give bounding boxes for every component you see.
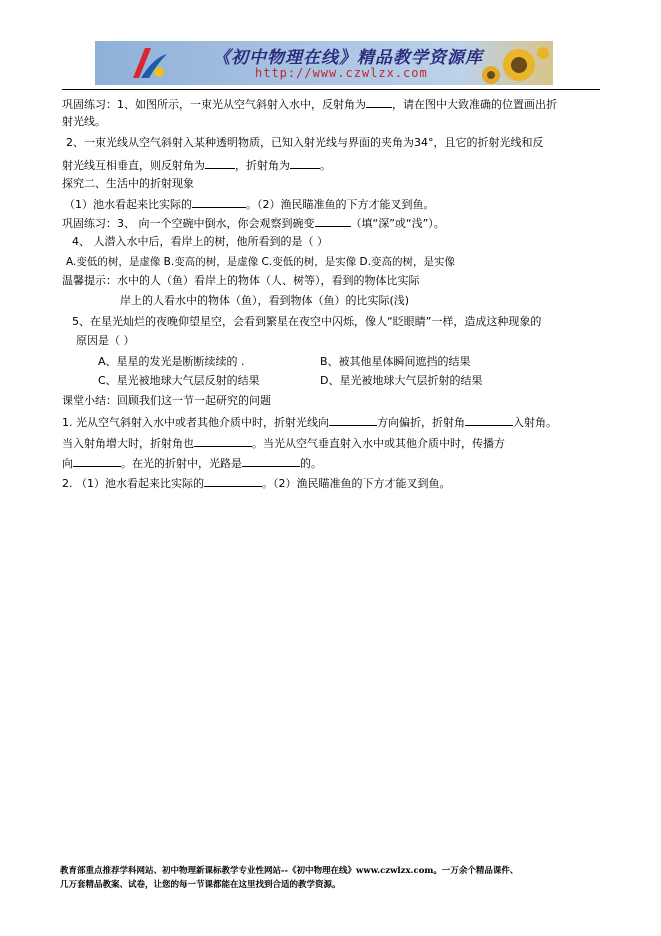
text-line: 原因是（ ） [76, 334, 135, 347]
site-logo [123, 44, 171, 82]
text-line: （1）池水看起来比实际的 。（2）渔民瞄准鱼的下方才能叉到鱼。 [64, 198, 435, 211]
answer-options: A.变低的树，是虚像 B.变高的树，是虚像 C.变低的树，是实像 D.变高的树，是实像 [66, 256, 455, 268]
text-line: 巩固练习：1、如图所示，一束光从空气斜射入水中，反射角为 ，请在图中大致准确的位置画出折 [62, 98, 557, 111]
option-d: D、星光被地球大气层折射的结果 [320, 374, 483, 387]
text-line: 当入射角增大时，折射角也 。当光从空气垂直射入水中或其他介质中时，传播方 [62, 437, 505, 450]
text-line: 向 。在光的折射中，光路是 的。 [62, 457, 322, 470]
text-line: 巩固练习：3、 向一个空碗中倒水，你会观察到碗变 （填“深”或“浅”）。 [62, 217, 445, 230]
text-line: 课堂小结：回顾我们这一节一起研究的问题 [62, 394, 271, 407]
option-a: A、星星的发光是断断续续的 . [98, 355, 245, 368]
text-line: 温馨提示：水中的人（鱼）看岸上的物体（人、树等），看到的物体比实际 [62, 274, 420, 287]
header-banner [95, 41, 553, 85]
footer-line-2: 几万套精品教案、试卷，让您的每一节课都能在这里找到合适的教学资源。 [60, 880, 341, 890]
sunflower-image [479, 45, 549, 85]
text-line: 5、在星光灿烂的夜晚仰望星空，会看到繁星在夜空中闪烁，像人“眨眼睛”一样，造成这种现象的 [72, 315, 542, 328]
footer-line-1: 教育部重点推荐学科网站、初中物理新课标教学专业性网站--《初中物理在线》www.czwlzx.com。一万余个精品课件、 [60, 866, 519, 876]
text-line: 探究二、生活中的折射现象 [62, 177, 194, 190]
text-line: 岸上的人看水中的物体（鱼），看到物体（鱼）的比实际(浅) [120, 294, 410, 307]
text-line: 4、 人潜入水中后，看岸上的树，他所看到的是（ ） [72, 235, 328, 248]
banner-url: http://www.czwlzx.com [255, 66, 428, 80]
text-line: 1. 光从空气斜射入水中或者其他介质中时，折射光线向 方向偏折，折射角 入射角。 [62, 416, 557, 429]
option-c: C、星光被地球大气层反射的结果 [98, 374, 260, 387]
text-line: 射光线互相垂直，则反射角为 ，折射角为 。 [62, 159, 331, 172]
text-line: 2. （1）池水看起来比实际的 。（2）渔民瞄准鱼的下方才能叉到鱼。 [62, 477, 451, 490]
option-b: B、被其他星体瞬间遮挡的结果 [320, 355, 471, 368]
header-rule [62, 89, 600, 90]
banner-title: 《初中物理在线》精品教学资源库 [213, 48, 483, 68]
text-line: 射光线。 [62, 115, 106, 128]
text-line: 2、一束光线从空气斜射入某种透明物质，已知入射光线与界面的夹角为34°，且它的折射光线和反 [66, 136, 544, 149]
